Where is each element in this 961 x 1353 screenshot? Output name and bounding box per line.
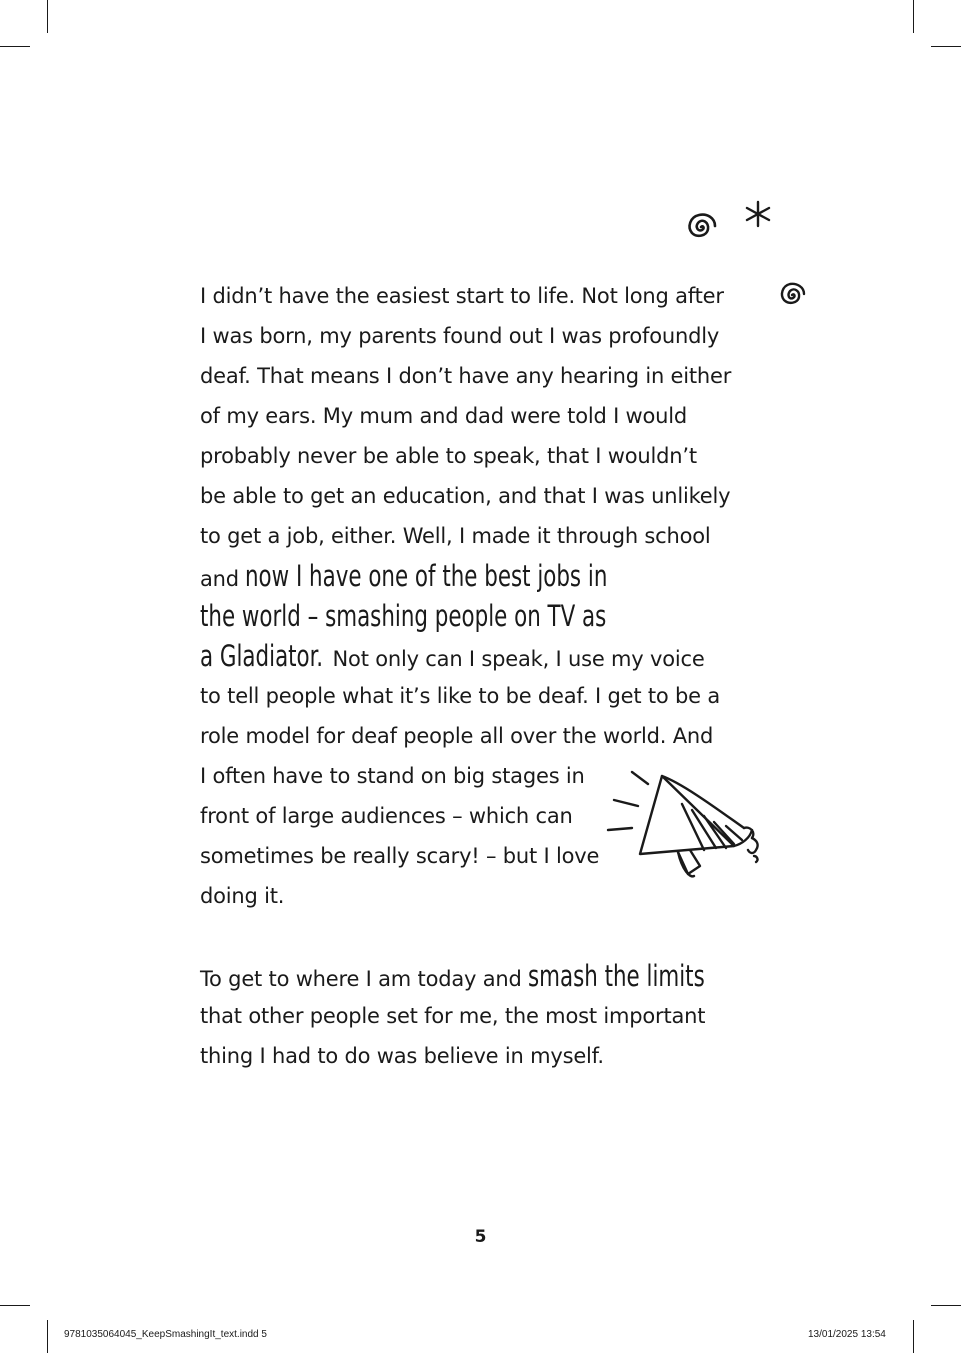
text-line xyxy=(200,956,780,996)
handwritten-highlight: the world – smashing people on TV as xyxy=(200,599,607,633)
text-line: that other people set for me, the most important xyxy=(200,1004,706,1028)
text-fragment: Not only can I speak, I use my voice xyxy=(326,647,705,671)
spiral-doodle-icon xyxy=(775,277,809,311)
text-line: doing it. xyxy=(200,884,285,908)
spiral-doodle-icon xyxy=(681,206,721,246)
text-line: I didn’t have the easiest start to life. Not long after xyxy=(200,284,724,308)
crop-mark-bottom-right xyxy=(913,1320,914,1353)
text-line xyxy=(200,556,760,596)
text-fragment: and xyxy=(200,567,246,591)
text-fragment: To get to where I am today and xyxy=(200,967,529,991)
crop-mark-bottom-right-h xyxy=(931,1305,961,1306)
main-paragraph xyxy=(200,276,760,916)
star-doodle-icon xyxy=(743,199,773,229)
second-paragraph xyxy=(200,956,780,1076)
crop-mark-top-left-h xyxy=(0,46,30,47)
crop-mark-top-right xyxy=(913,0,914,33)
text-line: of my ears. My mum and dad were told I would xyxy=(200,404,688,428)
text-line: thing I had to do was believe in myself. xyxy=(200,1044,604,1068)
handwritten-highlight: smash the limits xyxy=(528,959,705,993)
page-number: 5 xyxy=(474,1227,487,1247)
text-line: probably never be able to speak, that I wouldn’t xyxy=(200,444,697,468)
text-line: role model for deaf people all over the world. And xyxy=(200,724,714,748)
slug-filename: 9781035064045_KeepSmashingIt_text.indd 5 xyxy=(64,1329,267,1340)
text-line: sometimes be really scary! – but I love xyxy=(200,844,600,868)
crop-mark-top-right-h xyxy=(931,46,961,47)
handwritten-highlight: now I have one of the best jobs in xyxy=(245,559,608,593)
text-line: deaf. That means I don’t have any hearing in either xyxy=(200,364,732,388)
text-line: to tell people what it’s like to be deaf. I get to be a xyxy=(200,684,721,708)
crop-mark-top-left xyxy=(47,0,48,33)
text-line: front of large audiences – which can xyxy=(200,804,573,828)
text-line: be able to get an education, and that I was unlikely xyxy=(200,484,731,508)
text-line xyxy=(200,636,760,676)
text-line xyxy=(200,596,760,636)
text-line: I was born, my parents found out I was profoundly xyxy=(200,324,720,348)
handwritten-highlight: a Gladiator. xyxy=(200,639,324,673)
crop-mark-bottom-left xyxy=(47,1320,48,1353)
text-line: to get a job, either. Well, I made it through school xyxy=(200,524,711,548)
slug-timestamp: 13/01/2025 13:54 xyxy=(808,1329,886,1340)
text-line: I often have to stand on big stages in xyxy=(200,764,585,788)
crop-mark-bottom-left-h xyxy=(0,1305,30,1306)
